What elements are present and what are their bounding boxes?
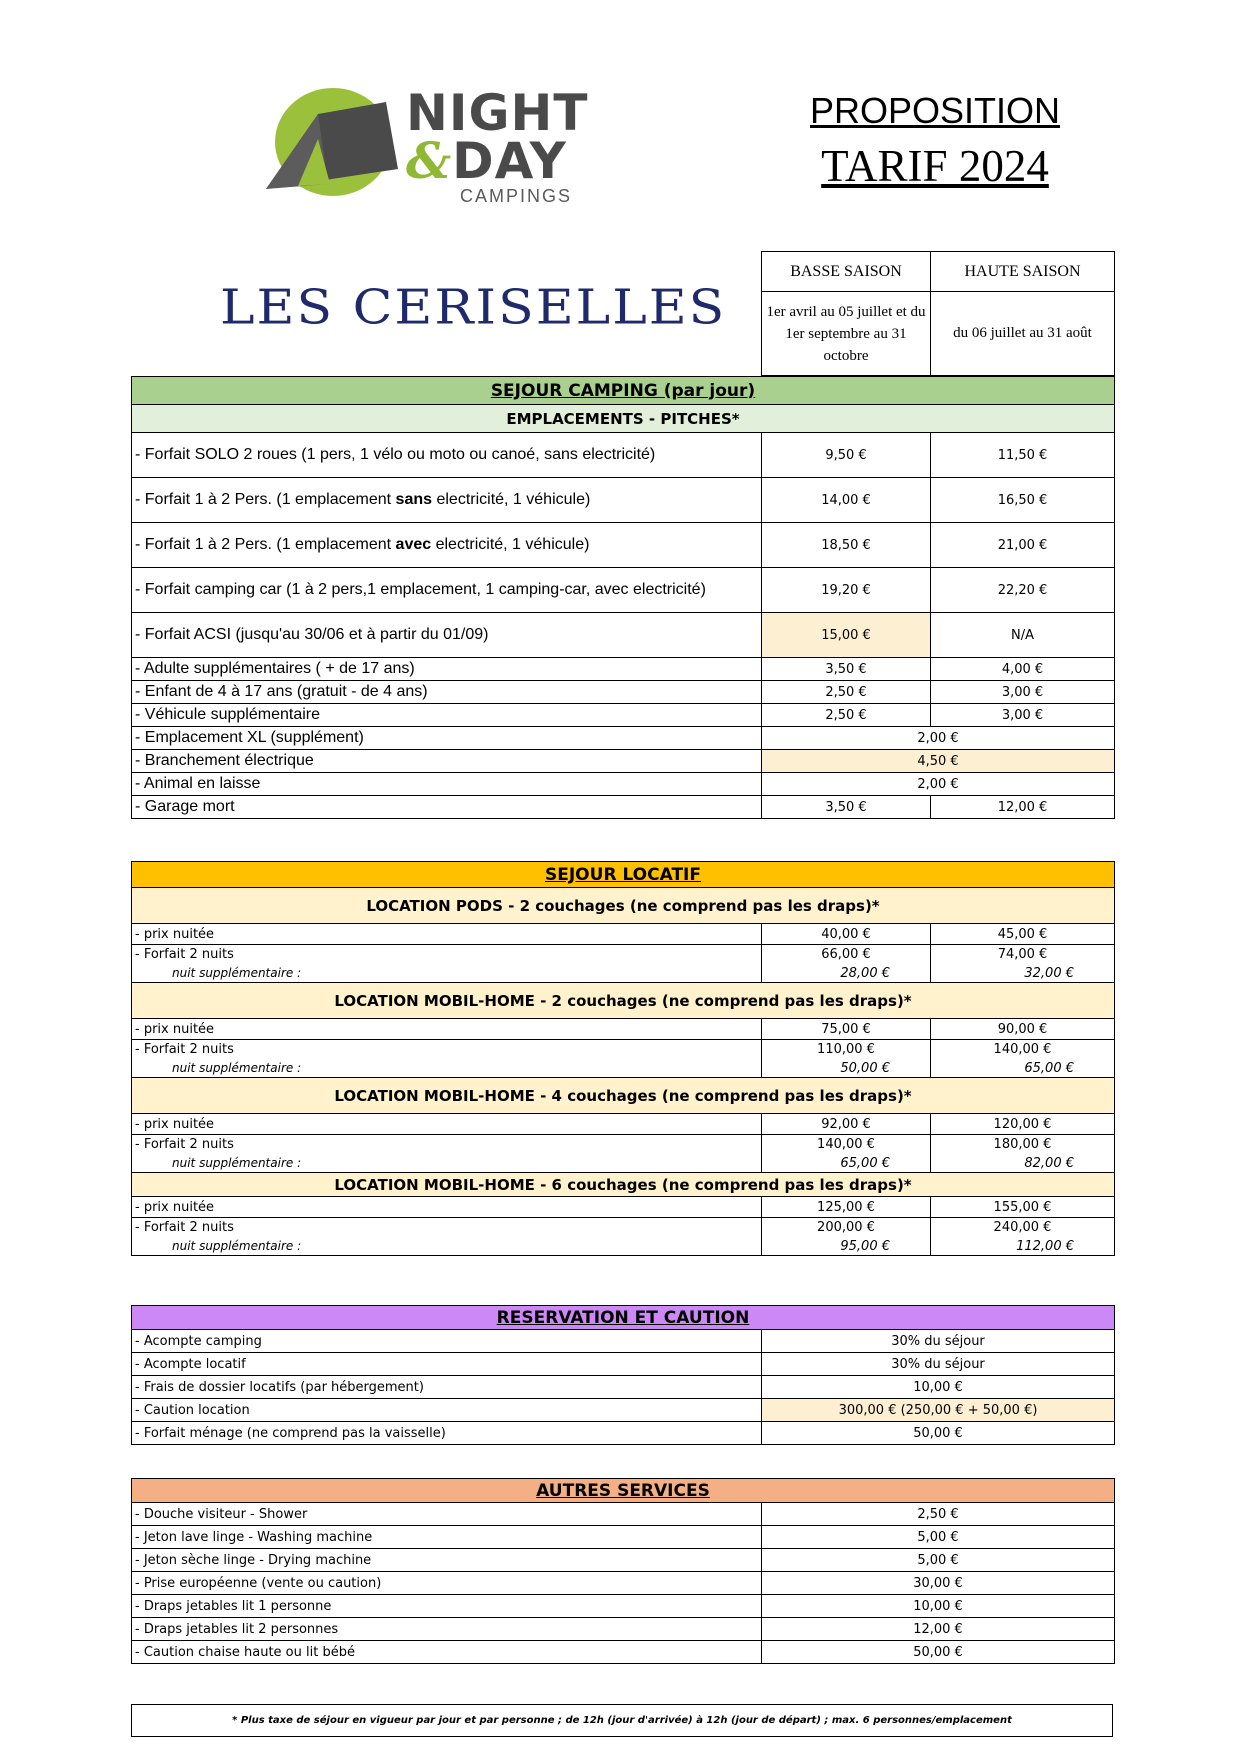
locatif-title: SEJOUR LOCATIF [132,862,1115,888]
label-bold: sans [395,491,433,508]
table-row [132,704,1115,727]
table-row [132,1399,1115,1422]
reservation-table [131,1305,1115,1445]
row-label: - Forfait 2 nuits [132,1135,762,1155]
price-basse: 28,00 € [762,965,931,983]
row-label: - Jeton sèche linge - Drying machine [132,1549,762,1572]
camping-title: SEJOUR CAMPING (par jour) [132,377,1115,405]
price-basse: 3,50 € [762,658,931,681]
price-haute: 90,00 € [931,1019,1115,1040]
row-label: - Forfait camping car (1 à 2 pers,1 emplacement, 1 camping-car, avec electricité) [132,568,762,613]
price-basse: 125,00 € [762,1197,931,1218]
table-row [132,1353,1115,1376]
price-haute: 3,00 € [931,681,1115,704]
price-haute: 120,00 € [931,1114,1115,1135]
price-haute: 21,00 € [931,523,1115,568]
row-value: 10,00 € [762,1376,1115,1399]
row-label: - prix nuitée [132,1197,762,1218]
price-basse: 19,20 € [762,568,931,613]
row-label: - Draps jetables lit 1 personne [132,1595,762,1618]
row-label: - Frais de dossier locatifs (par hébergement) [132,1376,762,1399]
reservation-title: RESERVATION ET CAUTION [132,1306,1115,1330]
basse-saison-label: BASSE SAISON [762,252,931,292]
row-value: 30% du séjour [762,1330,1115,1353]
row-label [132,478,762,523]
row-value: 50,00 € [762,1641,1115,1664]
table-row [132,1114,1115,1135]
row-label: - Garage mort [132,796,762,819]
table-row [132,1197,1115,1218]
locatif-section-title: LOCATION PODS - 2 couchages (ne comprend pas les draps)* [132,888,1115,924]
label-post: electricité, 1 véhicule) [431,536,590,553]
row-label: - prix nuitée [132,1019,762,1040]
label-pre: - Forfait 1 à 2 Pers. (1 emplacement [135,536,396,553]
price-basse: 40,00 € [762,924,931,945]
row-value: 30,00 € [762,1572,1115,1595]
price-haute: 16,50 € [931,478,1115,523]
row-label: - Caution location [132,1399,762,1422]
table-row [132,478,1115,523]
haute-saison-label: HAUTE SAISON [931,252,1115,292]
label-post: electricité, 1 véhicule) [432,491,591,508]
table-row [132,965,1115,983]
row-label: - Acompte camping [132,1330,762,1353]
tarif-text: TARIF 2024 [821,141,1049,191]
row-label: - Branchement électrique [132,750,762,773]
table-row [132,1549,1115,1572]
row-value: 12,00 € [762,1618,1115,1641]
table-row [132,1218,1115,1238]
row-label: - Caution chaise haute ou lit bébé [132,1641,762,1664]
price-all: 2,00 € [762,727,1115,750]
price-basse: 200,00 € [762,1218,931,1238]
camping-table [131,376,1115,819]
price-basse: 75,00 € [762,1019,931,1040]
locatif-table [131,861,1115,1256]
price-haute: 11,50 € [931,433,1115,478]
table-row [132,433,1115,478]
row-value: 5,00 € [762,1526,1115,1549]
price-haute: 32,00 € [931,965,1115,983]
table-row [132,1019,1115,1040]
row-value: 300,00 € (250,00 € + 50,00 €) [762,1399,1115,1422]
row-label: - Forfait 2 nuits [132,945,762,965]
row-label: nuit supplémentaire : [132,1238,762,1256]
season-header [761,251,1115,376]
services-title: AUTRES SERVICES [132,1479,1115,1503]
price-basse: 15,00 € [762,613,931,658]
table-row [132,1238,1115,1256]
price-haute: 22,20 € [931,568,1115,613]
price-basse: 65,00 € [762,1155,931,1173]
price-basse: 110,00 € [762,1040,931,1060]
table-row [132,1330,1115,1353]
tarif-heading [800,140,1070,192]
row-label: - Jeton lave linge - Washing machine [132,1526,762,1549]
table-row [132,1376,1115,1399]
table-row [132,681,1115,704]
brand-logo [258,84,598,214]
table-row [132,1422,1115,1445]
brand-day [406,131,567,190]
footer-note: * Plus taxe de séjour en vigueur par jour et par personne ; de 12h (jour d'arrivée) à 12h (jour de départ) ; max. 6 personnes/emplacement [131,1704,1113,1737]
price-haute: 3,00 € [931,704,1115,727]
price-all: 4,50 € [762,750,1115,773]
row-label: - Forfait 2 nuits [132,1040,762,1060]
row-value: 10,00 € [762,1595,1115,1618]
row-label: nuit supplémentaire : [132,965,762,983]
camping-subtitle: EMPLACEMENTS - PITCHES* [132,405,1115,433]
table-row [132,613,1115,658]
price-haute: 74,00 € [931,945,1115,965]
price-basse: 14,00 € [762,478,931,523]
price-basse: 2,50 € [762,681,931,704]
price-basse: 95,00 € [762,1238,931,1256]
table-row [132,945,1115,965]
table-row [132,1503,1115,1526]
brand-sub: CAMPINGS [460,186,573,206]
price-basse: 3,50 € [762,796,931,819]
locatif-section-title: LOCATION MOBIL-HOME - 2 couchages (ne comprend pas les draps)* [132,983,1115,1019]
price-basse: 9,50 € [762,433,931,478]
price-basse: 140,00 € [762,1135,931,1155]
row-label: - Enfant de 4 à 17 ans (gratuit - de 4 ans) [132,681,762,704]
price-haute: 155,00 € [931,1197,1115,1218]
row-label: - prix nuitée [132,924,762,945]
label-bold: avec [395,536,432,553]
table-row [132,1618,1115,1641]
price-haute: 82,00 € [931,1155,1115,1173]
row-value: 5,00 € [762,1549,1115,1572]
table-row [132,727,1115,750]
price-haute: 12,00 € [931,796,1115,819]
table-row [132,1155,1115,1173]
table-row [132,750,1115,773]
row-label: - Emplacement XL (supplément) [132,727,762,750]
row-label: - Draps jetables lit 2 personnes [132,1618,762,1641]
table-row [132,1641,1115,1664]
table-row [132,658,1115,681]
row-label: - Prise européenne (vente ou caution) [132,1572,762,1595]
brand-day-text: DAY [452,132,567,190]
row-label: - Forfait ACSI (jusqu'au 30/06 et à partir du 01/09) [132,613,762,658]
price-haute: 240,00 € [931,1218,1115,1238]
row-label: - Adulte supplémentaires ( + de 17 ans) [132,658,762,681]
price-basse: 2,50 € [762,704,931,727]
services-table [131,1478,1115,1664]
row-label: - Forfait SOLO 2 roues (1 pers, 1 vélo ou moto ou canoé, sans electricité) [132,433,762,478]
table-row [132,523,1115,568]
proposition-heading [800,90,1070,132]
row-label: - Forfait 2 nuits [132,1218,762,1238]
price-basse: 92,00 € [762,1114,931,1135]
brand-amp: & [406,131,453,190]
basse-saison-dates: 1er avril au 05 juillet et du 1er septembre au 31 octobre [762,292,931,376]
price-haute: 4,00 € [931,658,1115,681]
price-all: 2,00 € [762,773,1115,796]
table-row [132,1040,1115,1060]
table-row [132,1135,1115,1155]
table-row [132,796,1115,819]
table-row [132,1526,1115,1549]
row-label: - Animal en laisse [132,773,762,796]
row-label: - Véhicule supplémentaire [132,704,762,727]
price-haute: 45,00 € [931,924,1115,945]
table-row [132,1572,1115,1595]
row-value: 2,50 € [762,1503,1115,1526]
row-label [132,523,762,568]
price-haute: N/A [931,613,1115,658]
camping-name: LES CERISELLES [220,280,727,336]
table-row [132,568,1115,613]
price-haute: 140,00 € [931,1040,1115,1060]
label-pre: - Forfait 1 à 2 Pers. (1 emplacement [135,491,396,508]
price-basse: 50,00 € [762,1060,931,1078]
haute-saison-dates: du 06 juillet au 31 août [931,292,1115,376]
price-haute: 112,00 € [931,1238,1115,1256]
price-basse: 18,50 € [762,523,931,568]
brand-night: NIGHT [406,84,589,142]
table-row [132,1595,1115,1618]
row-label: nuit supplémentaire : [132,1155,762,1173]
row-label: - prix nuitée [132,1114,762,1135]
proposition-text: PROPOSITION [809,90,1061,131]
row-label: - Acompte locatif [132,1353,762,1376]
table-row [132,773,1115,796]
locatif-section-title: LOCATION MOBIL-HOME - 4 couchages (ne comprend pas les draps)* [132,1078,1115,1114]
row-label: - Forfait ménage (ne comprend pas la vaisselle) [132,1422,762,1445]
row-value: 30% du séjour [762,1353,1115,1376]
table-row [132,924,1115,945]
row-label: nuit supplémentaire : [132,1060,762,1078]
table-row [132,1060,1115,1078]
price-haute: 180,00 € [931,1135,1115,1155]
price-haute: 65,00 € [931,1060,1115,1078]
row-label: - Douche visiteur - Shower [132,1503,762,1526]
locatif-section-title: LOCATION MOBIL-HOME - 6 couchages (ne comprend pas les draps)* [132,1173,1115,1197]
row-value: 50,00 € [762,1422,1115,1445]
tent-logo-icon [258,84,408,204]
price-basse: 66,00 € [762,945,931,965]
